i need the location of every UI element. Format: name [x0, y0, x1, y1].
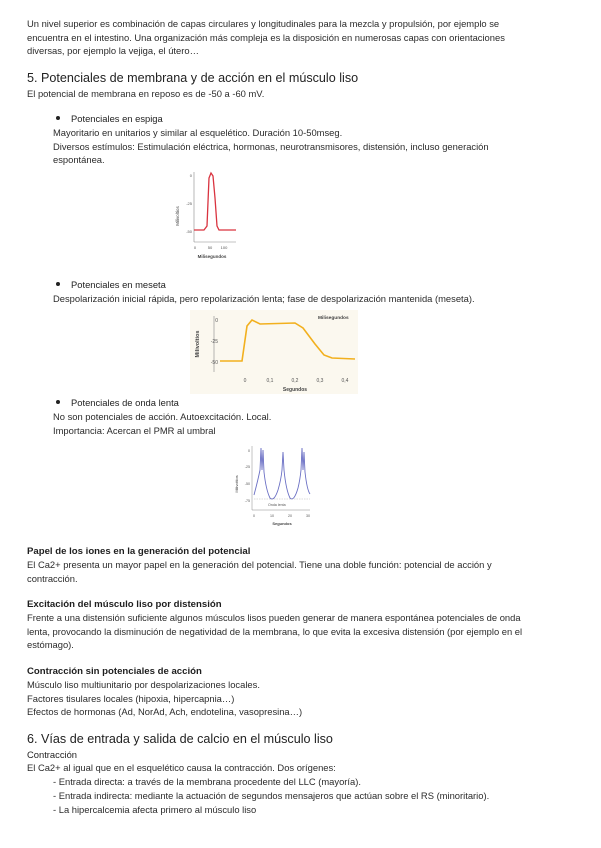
slow-wave-annotation: Onda lenta — [268, 503, 286, 507]
contraction-line: Factores tisulares locales (hipoxia, hipercapnia…) — [27, 692, 235, 704]
slow-wave-xlabel: Segundos — [272, 521, 292, 526]
plateau-xtick: 0,1 — [266, 378, 274, 384]
spike-ytick: -25 — [186, 201, 192, 206]
section-6-title: 6. Vías de entrada y salida de calcio en el músculo liso — [27, 732, 333, 746]
spike-ylabel: Milivoltios — [175, 206, 180, 226]
slow-wave-xtick: 10 — [270, 514, 274, 518]
intro-line: diversas, por ejemplo la vejiga, el útero… — [27, 45, 199, 57]
plateau-xtick: 0,2 — [291, 378, 299, 384]
spike-trace — [194, 173, 236, 230]
spike-xlabel: Milisegundos — [197, 254, 227, 259]
intro-line: Un nivel superior es combinación de capas circulares y longitudinales para la mezcla y propulsión, por ejemplo se — [27, 18, 500, 29]
ions-line: contracción. — [27, 572, 78, 584]
excitation-paragraph — [27, 611, 572, 652]
slow-wave-trace — [254, 448, 310, 499]
ions-paragraph — [27, 558, 572, 585]
bullet-dot — [56, 279, 64, 287]
excitation-line: estómago). — [27, 639, 74, 651]
intro-line: encuentra en el intestino. Una organización más compleja es la disposición en numerosas capas con orientaciones — [27, 31, 505, 43]
spike-description — [53, 126, 553, 167]
plateau-annotation: Milisegundos — [318, 316, 349, 321]
contraction-line: Músculo liso multiunitario por despolarizaciones locales. — [27, 679, 260, 690]
spike-xtick: 50 — [207, 245, 213, 250]
contraction-no-ap-paragraph — [27, 678, 572, 719]
spike-bullet-title: Potenciales en espiga — [71, 113, 163, 124]
spike-potential-chart — [172, 168, 238, 264]
plateau-xlabel: Segundos — [282, 387, 308, 393]
slow-wave-ylabel: Milivoltios — [234, 475, 239, 493]
resting-potential-text: El potencial de membrana en reposo es de -50 a -60 mV. — [27, 88, 265, 99]
slow-wave-bullet-title: Potenciales de onda lenta — [71, 397, 179, 408]
section-6-intro: El Ca2+ al igual que en el esquelético causa la contracción. Dos orígenes: — [27, 762, 336, 773]
slow-wave-xtick: 20 — [288, 514, 292, 518]
plateau-xtick: 0,4 — [341, 378, 349, 384]
slow-wave-description — [53, 410, 553, 437]
contraction-line: Efectos de hormonas (Ad, NorAd, Ach, endotelina, vasopresina…) — [27, 706, 303, 718]
excitation-line: lenta, provocando la disminución de negatividad de la membrana, lo que evita la excesiva distensión (por ejemplo en el — [27, 625, 523, 637]
ions-line: El Ca2+ presenta un mayor papel en la generación del potencial. Tiene una doble función: potencial de acción y — [27, 559, 492, 570]
slow-wave-xtick: 0 — [253, 514, 255, 518]
bullet-dot — [56, 397, 64, 405]
bullet-dot — [56, 113, 64, 121]
intro-paragraph — [27, 17, 572, 58]
spike-xtick: 100 — [220, 245, 228, 250]
spike-ytick: 0 — [189, 173, 192, 178]
slow-wave-line: No son potenciales de acción. Autoexcitación. Local. — [53, 411, 272, 422]
contraction-no-ap-heading: Contracción sin potenciales de acción — [27, 666, 202, 677]
calcium-origin-item: - Entrada indirecta: mediante la actuación de segundos mensajeros que actúan sobre el RS (minoritario). — [53, 790, 490, 801]
ions-heading: Papel de los iones en la generación del potencial — [27, 546, 251, 557]
plateau-ytick: -25 — [210, 339, 218, 345]
excitation-heading: Excitación del músculo liso por distensión — [27, 599, 222, 610]
slow-wave-chart — [232, 440, 312, 530]
calcium-origin-item: - Entrada directa: a través de la membrana procedente del LLC (mayoría). — [53, 776, 361, 787]
plateau-xtick: 0,3 — [316, 378, 324, 384]
section-6-subheading: Contracción — [27, 749, 78, 760]
section-5-title: 5. Potenciales de membrana y de acción en el músculo liso — [27, 71, 359, 85]
plateau-bullet-title: Potenciales en meseta — [71, 279, 166, 290]
spike-xtick: 0 — [193, 245, 197, 250]
spike-line: espontánea. — [53, 154, 105, 166]
slow-wave-line: Importancia: Acercan el PMR al umbral — [53, 424, 216, 436]
plateau-xtick: 0 — [243, 378, 247, 384]
slow-wave-ytick: -25 — [244, 465, 250, 469]
slow-wave-ytick: -75 — [244, 499, 250, 503]
plateau-ylabel: Milivoltios — [195, 330, 201, 358]
calcium-origin-item: - La hipercalcemia afecta primero al músculo liso — [53, 804, 257, 815]
excitation-line: Frente a una distensión suficiente algunos músculos lisos pueden generar de manera espontánea potenciales de onda — [27, 612, 521, 623]
plateau-description: Despolarización inicial rápida, pero repolarización lenta; fase de despolarización mantenida (meseta). — [53, 293, 475, 304]
slow-wave-ytick: -50 — [244, 482, 250, 486]
slow-wave-xtick: 30 — [306, 514, 310, 518]
spike-ytick: -50 — [186, 229, 192, 234]
spike-line: Diversos estímulos: Estimulación eléctrica, hormonas, neurotransmisores, distensión, incluso generación — [53, 140, 489, 152]
slow-wave-ytick: 0 — [248, 449, 250, 453]
plateau-ytick: -50 — [210, 360, 218, 366]
plateau-ytick: 0 — [215, 318, 218, 324]
plateau-potential-chart — [190, 310, 358, 394]
spike-line: Mayoritario en unitarios y similar al esquelético. Duración 10-50mseg. — [53, 127, 343, 138]
